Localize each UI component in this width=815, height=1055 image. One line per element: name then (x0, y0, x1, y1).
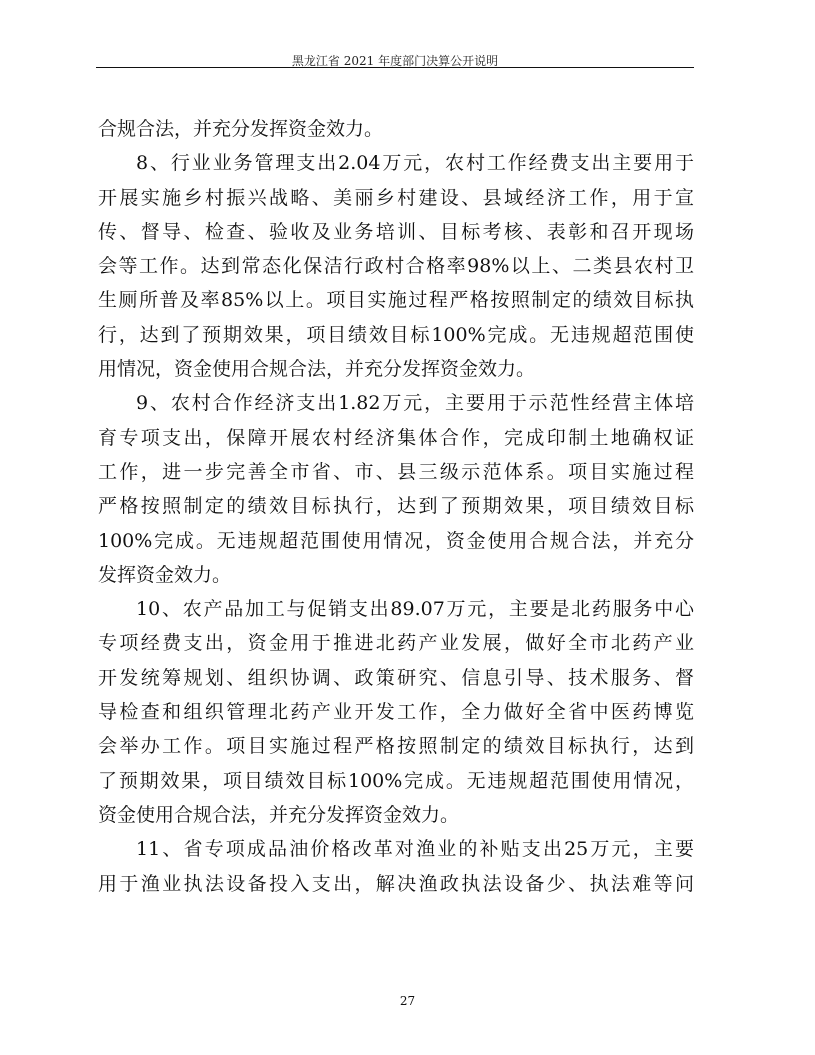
body-line: 育专项支出，保障开展农村经济集体合作，完成印制土地确权证 (98, 426, 694, 449)
body-line: 严格按照制定的绩效目标执行，达到了预期效果，项目绩效目标 (98, 495, 694, 518)
body-line: 8、行业业务管理支出2.04万元，农村工作经费支出主要用于 (136, 152, 694, 175)
header-divider (96, 67, 694, 68)
body-line: 行，达到了预期效果，项目绩效目标100%完成。无违规超范围使 (98, 323, 694, 346)
body-line: 专项经费支出，资金用于推进北药产业发展，做好全市北药产业 (98, 632, 694, 655)
body-line: 传、督导、检查、验收及业务培训、目标考核、表彰和召开现场 (98, 220, 694, 243)
body-line: 会等工作。达到常态化保洁行政村合格率98%以上、二类县农村卫 (98, 255, 694, 278)
body-line: 发挥资金效力。 (98, 563, 232, 586)
page-number: 27 (399, 994, 416, 1008)
body-line: 开展实施乡村振兴战略、美丽乡村建设、县域经济工作，用于宣 (98, 186, 694, 209)
body-line: 资金使用合规合法，并充分发挥资金效力。 (98, 803, 460, 826)
body-line: 用于渔业执法设备投入支出，解决渔政执法设备少、执法难等问 (98, 872, 694, 895)
body-line: 工作，进一步完善全市省、市、县三级示范体系。项目实施过程 (98, 460, 694, 483)
page-header: 黑龙江省 2021 年度部门决算公开说明 (291, 54, 499, 68)
body-line: 导检查和组织管理北药产业开发工作，全力做好全省中医药博览 (98, 701, 694, 724)
body-line: 用情况，资金使用合规合法，并充分发挥资金效力。 (98, 358, 536, 381)
body-line: 11、省专项成品油价格改革对渔业的补贴支出25万元，主要 (136, 838, 694, 861)
body-line: 合规合法，并充分发挥资金效力。 (98, 118, 384, 140)
body-line: 了预期效果，项目绩效目标100%完成。无违规超范围使用情况， (98, 769, 694, 792)
body-line: 会举办工作。项目实施过程严格按照制定的绩效目标执行，达到 (98, 735, 694, 758)
body-line: 9、农村合作经济支出1.82万元，主要用于示范性经营主体培 (136, 392, 694, 415)
body-line: 10、农产品加工与促销支出89.07万元，主要是北药服务中心 (136, 598, 694, 621)
body-line: 100%完成。无违规超范围使用情况，资金使用合规合法，并充分 (98, 529, 694, 552)
document-body (98, 112, 694, 901)
body-line: 生厕所普及率85%以上。项目实施过程严格按照制定的绩效目标执 (98, 289, 694, 312)
body-line: 开发统筹规划、组织协调、政策研究、信息引导、技术服务、督 (98, 666, 694, 689)
